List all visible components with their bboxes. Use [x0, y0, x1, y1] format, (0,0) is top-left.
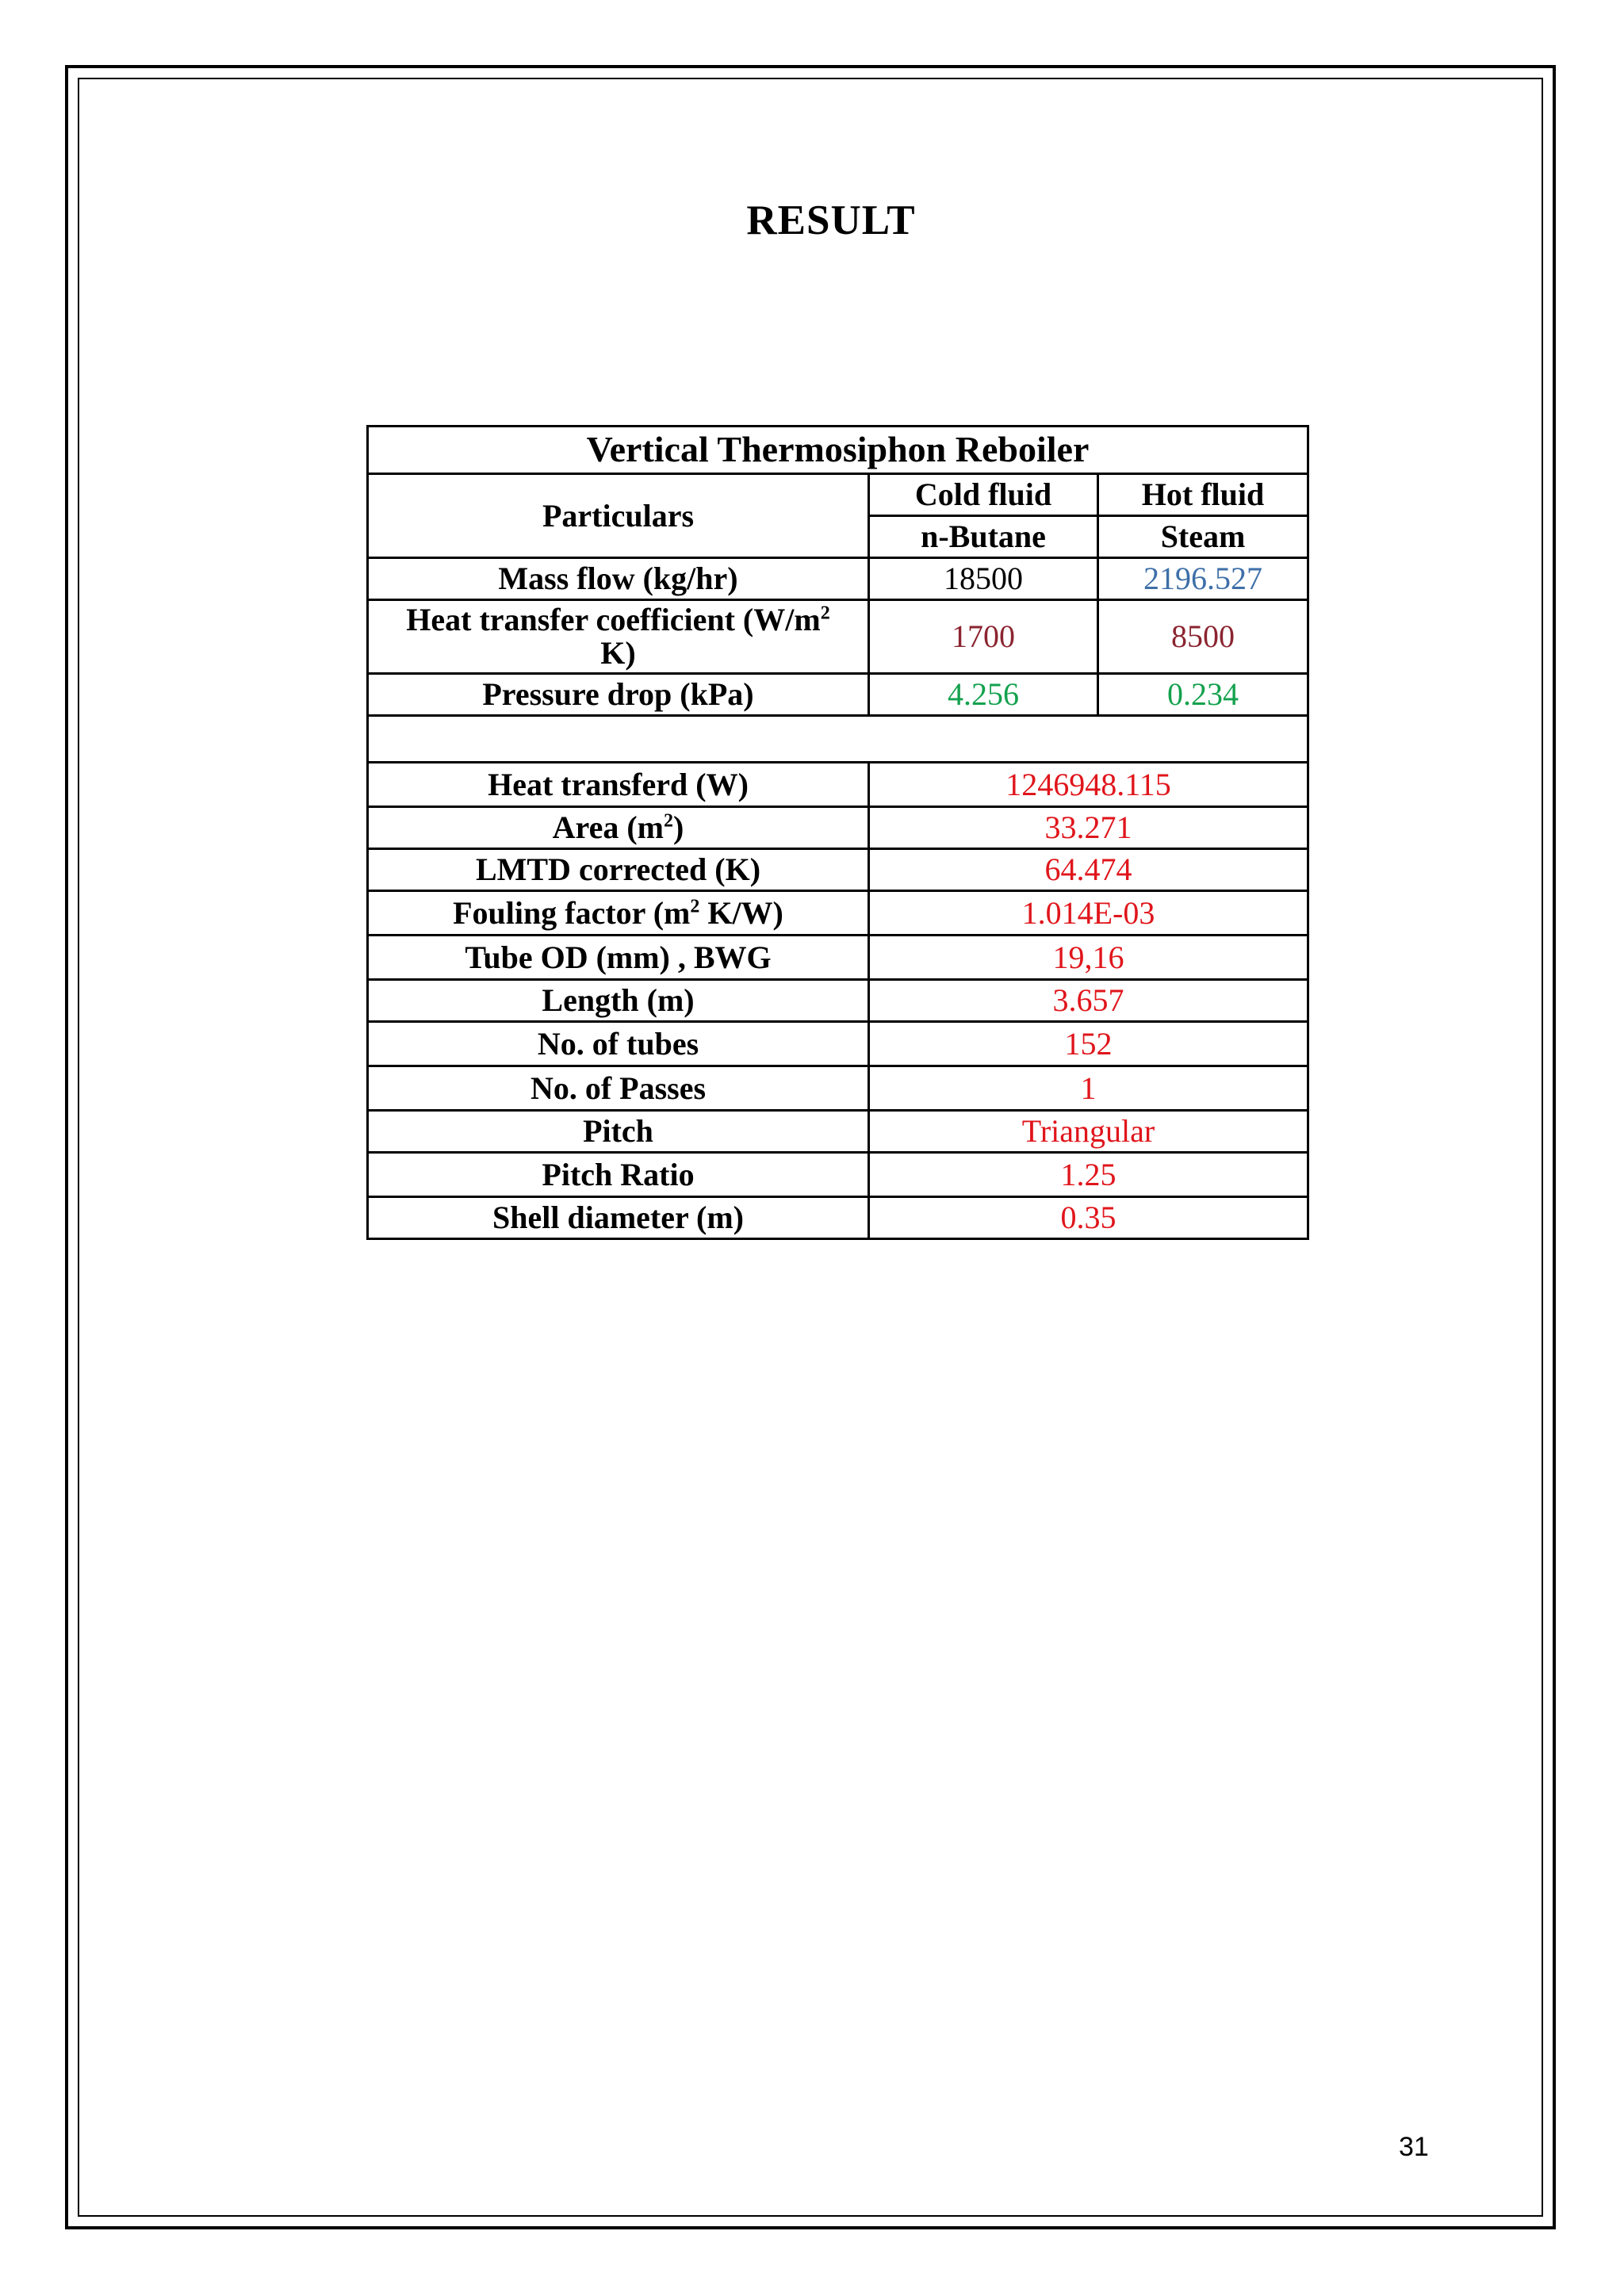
row-label: Pitch: [368, 1111, 869, 1153]
row-label: Mass flow (kg/hr): [368, 558, 869, 600]
row-label: LMTD corrected (K): [368, 849, 869, 891]
row-value: 33.271: [869, 807, 1308, 849]
cold-value: 18500: [869, 558, 1098, 600]
table-row: [368, 763, 1308, 807]
cold-fluid-name: n-Butane: [869, 516, 1098, 558]
row-value: 19,16: [869, 936, 1308, 980]
row-value: 3.657: [869, 980, 1308, 1022]
row-label: Heat transferd (W): [368, 763, 869, 807]
row-label: Shell diameter (m): [368, 1197, 869, 1239]
table-row: [368, 558, 1308, 600]
row-label: Fouling factor ($m^2$ K/W): [368, 891, 869, 936]
page-title: RESULT: [746, 197, 916, 243]
table-row: [368, 1197, 1308, 1239]
row-label: Heat transfer coefficient ($W/m^2$ K): [368, 600, 869, 674]
row-value: 0.35: [869, 1197, 1308, 1239]
table-row: [368, 807, 1308, 849]
table-title-row: [368, 427, 1308, 474]
result-table: [366, 425, 1309, 1240]
hot-fluid-header: Hot fluid: [1098, 474, 1308, 516]
particulars-header: Particulars: [368, 474, 869, 558]
table-title: Vertical Thermosiphon Reboiler: [368, 427, 1308, 474]
table-row: [368, 1066, 1308, 1111]
hot-fluid-name: Steam: [1098, 516, 1308, 558]
blank-separator-row: [368, 716, 1308, 763]
row-value: Triangular: [869, 1111, 1308, 1153]
row-label: Pitch Ratio: [368, 1153, 869, 1197]
row-label: No. of tubes: [368, 1022, 869, 1066]
table-row: [368, 891, 1308, 936]
row-label: Length (m): [368, 980, 869, 1022]
row-value: 152: [869, 1022, 1308, 1066]
row-value: 1246948.115: [869, 763, 1308, 807]
row-value: 64.474: [869, 849, 1308, 891]
page-number: 31: [1399, 2132, 1429, 2162]
row-label: Pressure drop (kPa): [368, 674, 869, 716]
row-value: 1.25: [869, 1153, 1308, 1197]
cold-value: 4.256: [869, 674, 1098, 716]
table-row: [368, 849, 1308, 891]
table-row: [368, 936, 1308, 980]
table-row: [368, 1022, 1308, 1066]
cold-value: 1700: [869, 600, 1098, 674]
table-row: [368, 1111, 1308, 1153]
table-row: [368, 980, 1308, 1022]
row-value: 1: [869, 1066, 1308, 1111]
cold-fluid-header: Cold fluid: [869, 474, 1098, 516]
hot-value: 2196.527: [1098, 558, 1308, 600]
hot-value: 8500: [1098, 600, 1308, 674]
header-row-1: [368, 474, 1308, 516]
row-label: Area $(m^2)$: [368, 807, 869, 849]
row-label: No. of Passes: [368, 1066, 869, 1111]
table-row: [368, 1153, 1308, 1197]
table-row: [368, 600, 1308, 674]
row-value: 1.014E-03: [869, 891, 1308, 936]
row-label: Tube OD (mm) , BWG: [368, 936, 869, 980]
hot-value: 0.234: [1098, 674, 1308, 716]
table-row: [368, 674, 1308, 716]
